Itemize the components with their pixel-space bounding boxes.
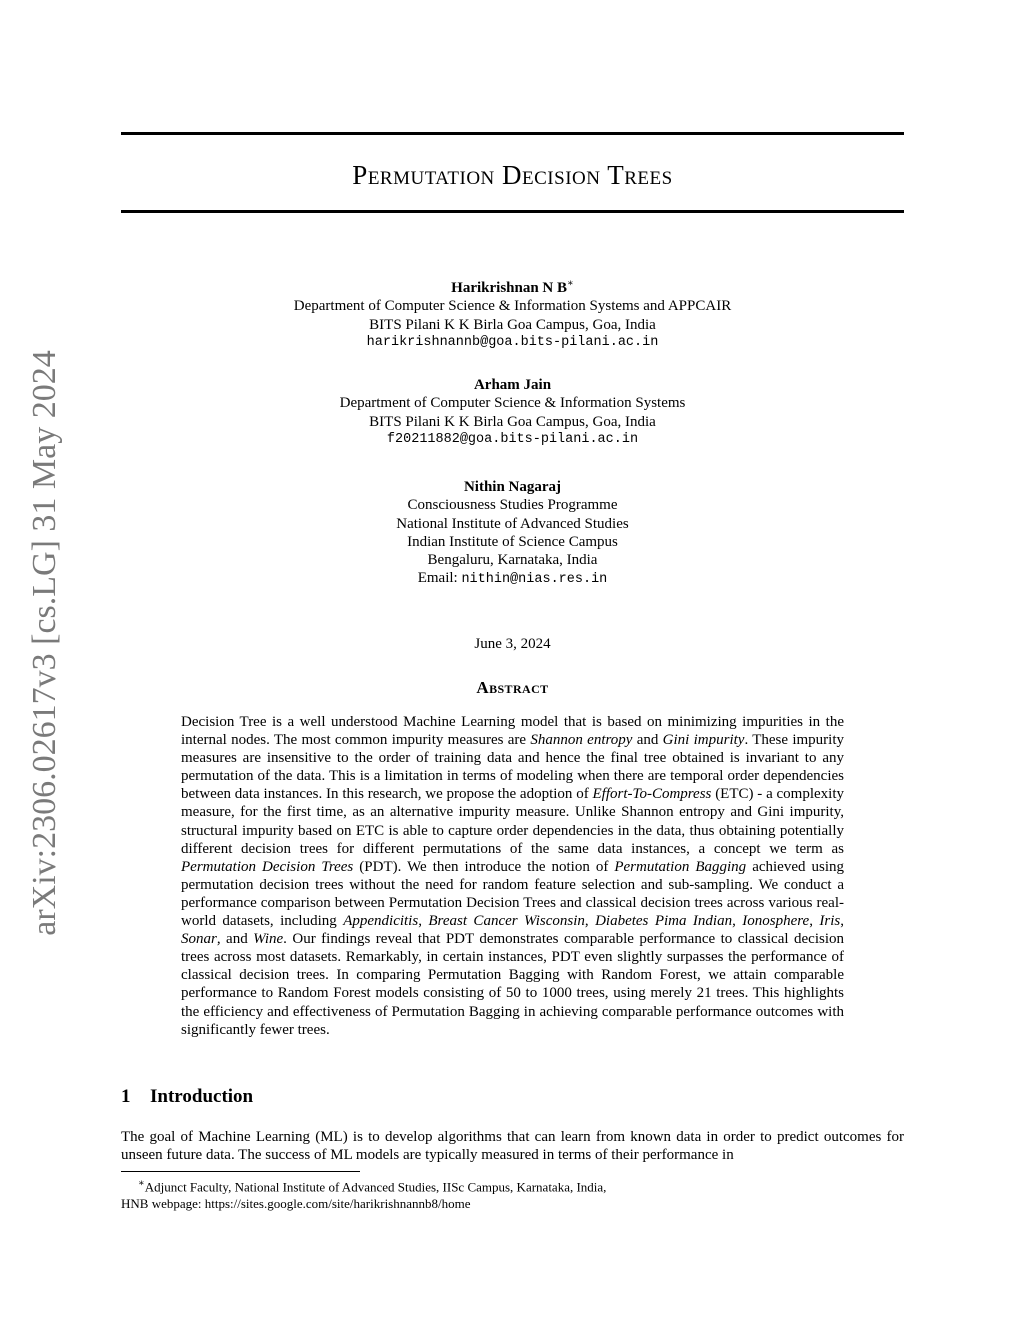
- author-email: nithin@nias.res.in: [461, 572, 608, 588]
- abstract-heading: Abstract: [476, 678, 549, 697]
- footnote-line-2: HNB webpage: https://sites.google.com/site/harikrishnannb8/home: [121, 1196, 471, 1212]
- footnote-line-1: ∗Adjunct Faculty, National Institute of Advanced Studies, IISc Campus, Karnataka, India,: [138, 1178, 607, 1195]
- author-block-3: [121, 478, 904, 590]
- author-affiliation: BITS Pilani K K Birla Goa Campus, Goa, India: [369, 316, 656, 333]
- title-bottom-rule: [121, 210, 904, 213]
- footnote-marker: ∗: [138, 1178, 145, 1189]
- title-top-rule: [121, 132, 904, 135]
- section-heading-introduction: [121, 1086, 253, 1108]
- footnote-rule: [121, 1171, 360, 1172]
- section-title: Introduction: [150, 1086, 254, 1107]
- author-affiliation: Consciousness Studies Programme: [407, 497, 618, 514]
- footnote: [121, 1175, 904, 1212]
- author-block-1: [121, 275, 904, 352]
- author-affiliation: Indian Institute of Science Campus: [407, 533, 618, 550]
- author-affiliation: Department of Computer Science & Information Systems and APPCAIR: [293, 298, 732, 315]
- author-email: harikrishnannb@goa.bits-pilani.ac.in: [366, 334, 659, 350]
- author-block-2: [121, 376, 904, 449]
- arxiv-identifier-stamp: [15, 345, 75, 940]
- author-affiliation: National Institute of Advanced Studies: [396, 515, 629, 532]
- author-email-line: [121, 569, 904, 589]
- paper-date: June 3, 2024: [474, 636, 551, 652]
- author-name: Harikrishnan N B∗: [451, 278, 574, 296]
- author-affiliation: BITS Pilani K K Birla Goa Campus, Goa, India: [369, 413, 656, 430]
- author-affiliation: Department of Computer Science & Information Systems: [339, 395, 686, 412]
- email-label: Email:: [417, 570, 462, 587]
- author-affiliation: Bengaluru, Karnataka, India: [427, 552, 598, 569]
- footnote-marker: ∗: [567, 278, 574, 289]
- arxiv-identifier-text: arXiv:2306.02617v3 [cs.LG] 31 May 2024: [26, 349, 63, 936]
- section-number: 1: [121, 1086, 131, 1107]
- author-name: Nithin Nagaraj: [463, 479, 562, 495]
- author-name: Arham Jain: [473, 377, 552, 393]
- paper-title: Permutation Decision Trees: [352, 160, 673, 190]
- author-email: f20211882@goa.bits-pilani.ac.in: [386, 431, 639, 447]
- abstract-text: Decision Tree is a well understood Machine Learning model that is based on minimizing impurities in the internal nodes. The most common impurity measures are Shannon entropy and Gini impurity. These impurity measures are insensitive to the order of training data and hence the final tree obtained is invariant to any permutation of the data. This is a limitation in terms of modeling when there are temporal order dependencies between data instances. In this research, we propose the adoption of Effort-To-Compress (ETC) - a complexity measure, for the first time, as an alternative impurity measure. Unlike Shannon entropy and Gini impurity, structural impurity based on ETC is able to capture order dependencies in the data, thus obtaining potentially different decision trees for different permutations of the same data instances, a concept we term as Permutation Decision Trees (PDT). We then introduce the notion of Permutation Bagging achieved using permutation decision trees without the need for random feature selection and sub-sampling. We conduct a performance comparison between Permutation Decision Trees and classical decision trees across various real-world datasets, including Appendicitis, Breast Cancer Wisconsin, Diabetes Pima Indian, Ionosphere, Iris, Sonar, and Wine. Our findings reveal that PDT demonstrates comparable performance to classical decision trees across most datasets. Remarkably, in certain instances, PDT even slightly surpasses the performance of classical decision trees. In comparing Permutation Bagging with Random Forest, we attain comparable performance to Random Forest models consisting of 50 to 1000 trees, using merely 21 trees. This highlights the efficiency and effectiveness of Permutation Bagging in achieving comparable performance outcomes with significantly fewer trees.: [181, 714, 845, 1038]
- introduction-text: The goal of Machine Learning (ML) is to develop algorithms that can learn from known data in order to predict outcomes for unseen future data. The success of ML models are typically measured in terms of their performance in: [121, 1129, 904, 1163]
